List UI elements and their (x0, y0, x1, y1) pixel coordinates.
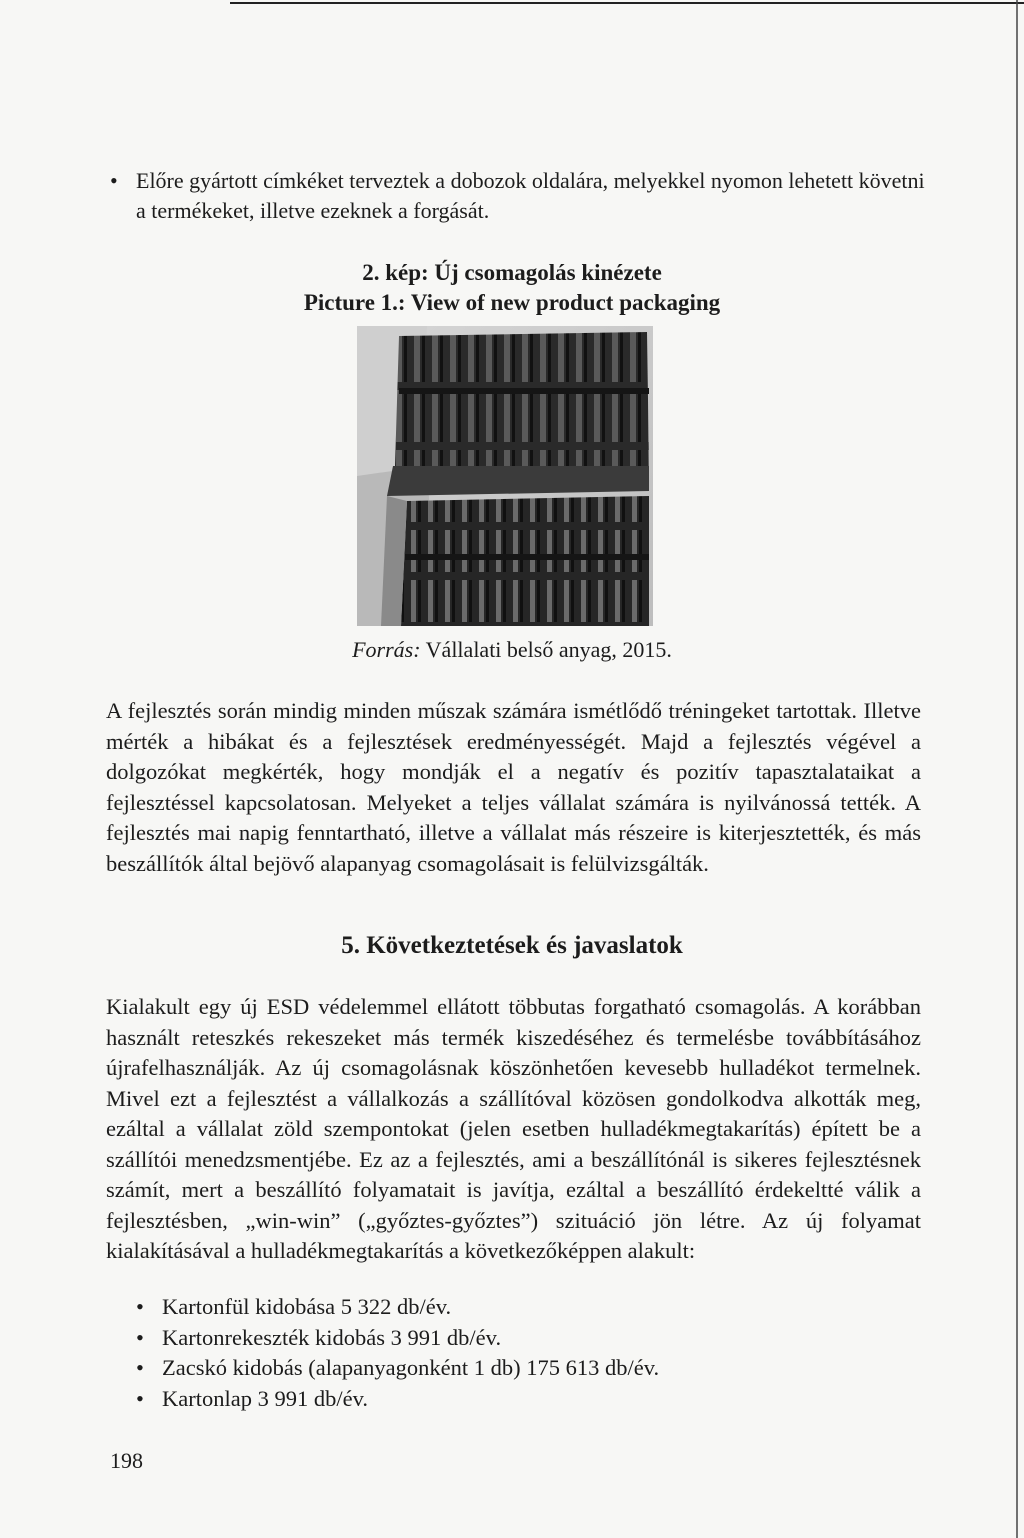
savings-bullet-list (136, 1292, 916, 1414)
paragraph-training: A fejlesztés során mindig minden műszak számára ismétlődő tréningeket tartottak. Illetve mérték a hibákat és a fejlesztések eredményességét. Majd a fejlesztés végével a dolgozókat megkérték, hogy mondják el a negatív és pozitív tapasztalataikat a fejlesztéssel kapcsolatosan. Melyeket a teljes vállalat számára is nyilvánossá tették. A fejlesztés mai napig fenntartható, illetve a vállalat más részeire is kiterjesztették, és más beszállítók által bejövő alapanyag csomagolásait is felülvizsgálták. (106, 698, 921, 876)
paragraph-conclusions: Kialakult egy új ESD védelemmel ellátott többutas forgatható csomagolás. A korábban használt reteszkés rekeszeket más termék kiszedéséhez és termelésbe továbbításához újrafelhasználják. Az új csomagolásnak köszönhetően kevesebb hulladékot termelnek. Mivel ezt a fejlesztést a vállalkozás a szállítóval közösen gondolkodva alkották meg, ezáltal a vállalat zöld szempontokat (jelen esetben hulladékmegtakarítás) épített be a szállítói menedzsmentjébe. Ez az a fejlesztés, ami a beszállítónál is sikeres fejlesztésnek számít, mert a beszállító folyamatait is javítja, ezáltal a beszállító érdekeltté válik a fejlesztésben, „win-win” („győztes-győztes”) szituáció jön létre. Az új folyamat kialakításával a hulladékmegtakarítás a következőképpen alakult: (106, 994, 921, 1263)
scan-edge-right (1016, 0, 1018, 1538)
list-item: • Kartonrekeszték kidobás 3 991 db/év. (136, 1323, 916, 1354)
list-item: • Kartonlap 3 991 db/év. (136, 1384, 916, 1415)
list-item: • Kartonfül kidobása 5 322 db/év. (136, 1292, 916, 1323)
packaging-photo (357, 326, 653, 626)
page-number: 198 (110, 1448, 143, 1473)
scan-edge-top (230, 2, 1024, 4)
top-bullet-list (110, 166, 930, 226)
list-item: • Előre gyártott címkéket terveztek a dobozok oldalára, melyekkel nyomon lehetett követni a termékeket, illetve ezeknek a forgását. (110, 166, 930, 226)
figure-title-hu: 2. kép: Új csomagolás kinézete (362, 260, 662, 285)
figure-caption (0, 258, 1024, 318)
section-heading: 5. Következtetések és javaslatok (341, 932, 683, 959)
source-label: Forrás: (352, 637, 421, 662)
list-item: • Zacskó kidobás (alapanyagonként 1 db) 175 613 db/év. (136, 1353, 916, 1384)
packaging-photo-image (357, 326, 653, 626)
figure-title-en: Picture 1.: View of new product packaging (303, 290, 721, 315)
source-text: Vállalati belső anyag, 2015. (425, 637, 672, 662)
figure-source (0, 637, 1024, 663)
